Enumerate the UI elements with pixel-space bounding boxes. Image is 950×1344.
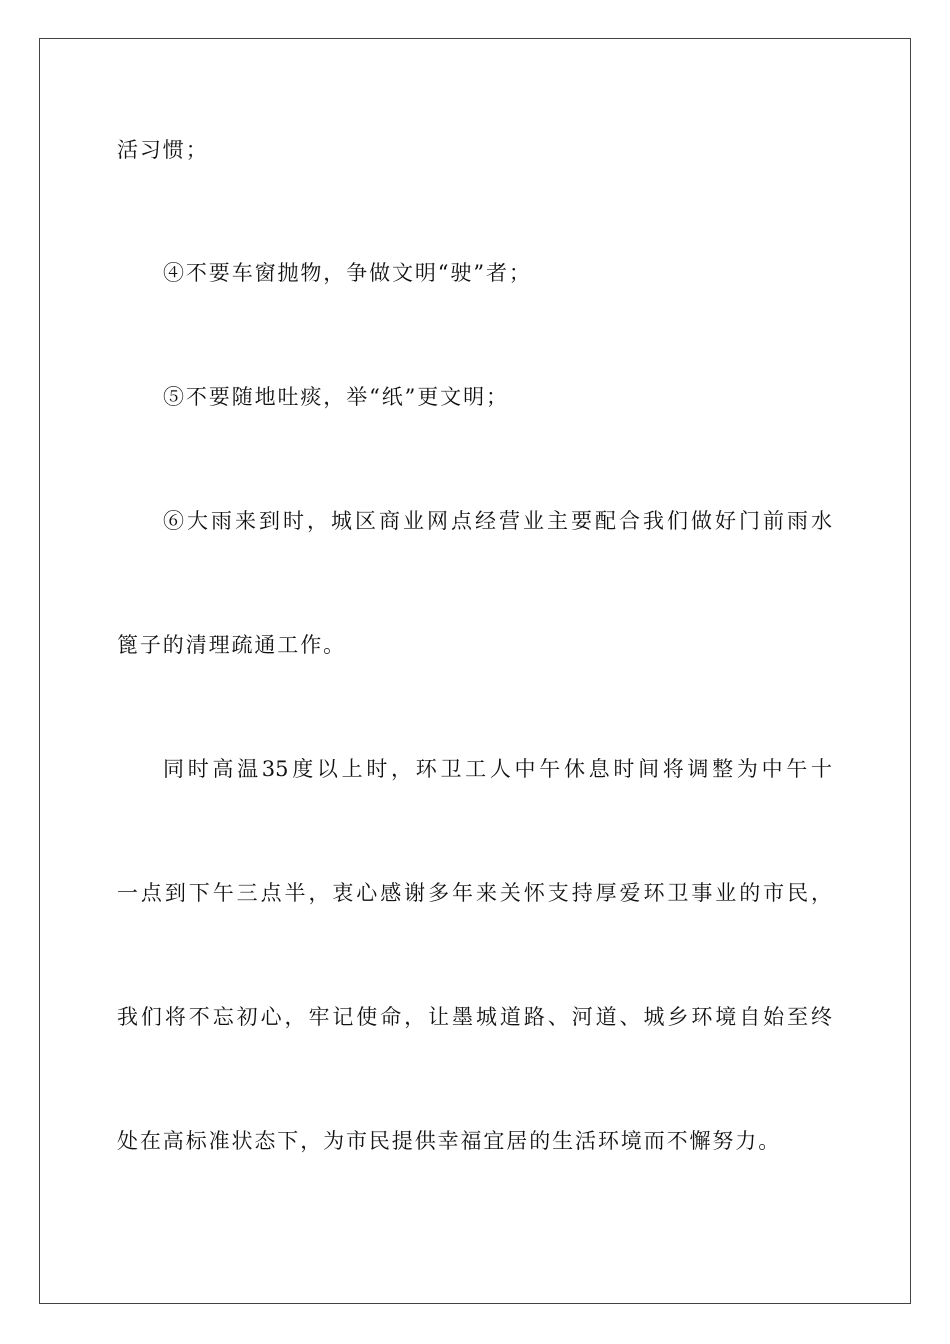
text-line-1: 活习惯； <box>117 138 209 162</box>
text-line-2: ④不要车窗抛物，争做文明“驶”者； <box>163 261 532 285</box>
text-line-8: 我们将不忘初心，牢记使命，让墨城道路、河道、城乡环境自始至终 <box>117 1005 832 1029</box>
text-line-6: 同时高温35度以上时，环卫工人中午休息时间将调整为中午十 <box>163 757 832 781</box>
text-line-4: ⑥大雨来到时，城区商业网点经营业主要配合我们做好门前雨水 <box>163 509 832 533</box>
text-line-5: 篦子的清理疏通工作。 <box>117 633 346 657</box>
page-border <box>39 38 911 1304</box>
text-line-3: ⑤不要随地吐痰，举“纸”更文明； <box>163 385 509 409</box>
text-line-9: 处在高标准状态下，为市民提供幸福宜居的生活环境而不懈努力。 <box>117 1129 782 1153</box>
text-line-7: 一点到下午三点半，衷心感谢多年来关怀支持厚爱环卫事业的市民， <box>117 881 832 905</box>
